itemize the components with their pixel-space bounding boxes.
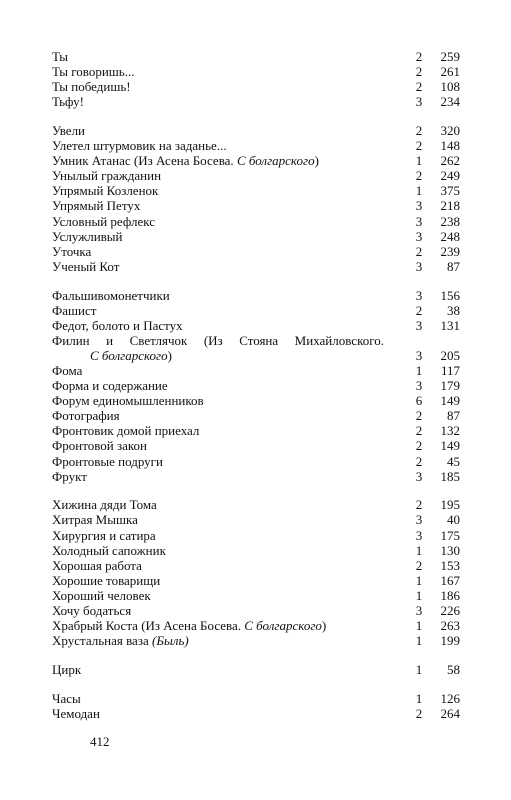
entry-title-text: Ты победишь! (52, 79, 131, 95)
entry-page: 248 (440, 228, 460, 244)
entry-page: 262 (440, 153, 460, 169)
entry-title-text: Фронтовые подруги (52, 453, 163, 469)
entry-page: 195 (440, 497, 460, 513)
entry-title-text: Фронтовик домой приехал (52, 423, 200, 439)
entry-title-text: Уточка (52, 243, 92, 259)
entry-title (52, 497, 157, 512)
entry-volume: 3 (415, 468, 423, 484)
entry-page: 259 (440, 49, 460, 64)
entry-page: 186 (440, 587, 460, 603)
index-entry (52, 691, 462, 706)
entry-volume: 2 (415, 497, 423, 513)
index-entry (52, 454, 462, 469)
entry-title (52, 706, 100, 721)
entry-title (52, 378, 168, 393)
entry-title (52, 633, 189, 648)
entry-volume: 2 (415, 705, 423, 721)
index-entry (52, 573, 462, 588)
entry-title-text: Тьфу! (52, 94, 84, 110)
index-entry (52, 333, 462, 348)
entry-page: 108 (440, 79, 460, 95)
index-entry (52, 94, 462, 109)
entry-volume: 3 (415, 527, 423, 543)
entry-title-text: Цирк (52, 661, 82, 677)
entry-title (52, 153, 319, 168)
index-entry (52, 153, 462, 168)
entry-page: 239 (440, 243, 460, 259)
entry-volume: 3 (415, 228, 423, 244)
entry-title-text: Холодный сапожник (52, 542, 166, 558)
index-entry (52, 528, 462, 543)
entry-title-text: Форум единомышленников (52, 393, 204, 409)
entry-volume: 2 (415, 49, 423, 64)
entry-title (52, 198, 140, 213)
entry-title-text: Хрустальная ваза (52, 633, 149, 649)
entry-page: 153 (440, 557, 460, 573)
entry-page: 149 (440, 438, 460, 454)
entry-title-text: Фрукт (52, 468, 87, 484)
entry-close-paren: ) (321, 618, 327, 634)
entry-close-paren: ) (314, 153, 319, 169)
index-entry (52, 408, 462, 423)
index-entry (52, 662, 462, 677)
entry-title-text: Хирургия и сатира (52, 527, 156, 543)
entry-page: 234 (440, 94, 460, 110)
entry-title-text: Улетел штурмовик на заданье... (52, 138, 227, 154)
entry-title-text: Федот, болото и Пастух (52, 317, 183, 333)
index-entry (52, 438, 462, 453)
entry-volume: 1 (415, 587, 423, 603)
entry-volume: 2 (415, 168, 423, 184)
index-entry (52, 183, 462, 198)
entry-volume: 1 (415, 572, 423, 588)
entry-title-text: Ты (52, 49, 69, 64)
entry-volume: 3 (415, 94, 423, 110)
entry-title (52, 408, 120, 423)
entry-volume: 1 (415, 633, 423, 649)
entry-page: 226 (440, 602, 460, 618)
entry-page: 205 (440, 347, 460, 363)
entry-volume: 3 (415, 317, 423, 333)
entry-page: 126 (440, 690, 460, 706)
entry-title-text: Хорошая работа (52, 557, 142, 573)
entry-note: (Быль) (151, 633, 189, 649)
index-entry (52, 64, 462, 79)
index-entry (52, 363, 462, 378)
entry-volume: 2 (415, 64, 423, 80)
entry-title (52, 94, 84, 109)
entry-title (52, 168, 161, 183)
entry-volume: 1 (415, 618, 423, 634)
entry-title-text: Фальшивомонетчики (52, 287, 170, 303)
entry-page: 199 (440, 633, 460, 649)
index-entry (52, 633, 462, 648)
entry-title (52, 49, 68, 64)
entry-page: 261 (440, 64, 460, 80)
entry-note: С болгарского (244, 618, 322, 634)
entry-title (52, 691, 81, 706)
entry-title-text: Храбрый Коста (Из Асена Босева. (52, 618, 242, 634)
index-entry (52, 497, 462, 512)
page-number: 412 (90, 734, 110, 749)
index-entry (52, 198, 462, 213)
entry-page: 148 (440, 138, 460, 154)
entry-volume: 2 (415, 138, 423, 154)
entry-volume: 1 (415, 661, 423, 677)
entry-volume: 1 (415, 153, 423, 169)
entry-title-text: Услужливый (52, 228, 123, 244)
entry-title-text: Филин и Светлячок (Из Стояна Михайловского. (52, 332, 384, 348)
index-entry (52, 303, 462, 318)
index-list (52, 49, 462, 721)
index-entry (52, 512, 462, 527)
entry-title (52, 454, 163, 469)
index-entry (52, 318, 462, 333)
index-entry (52, 543, 462, 558)
entry-title-text: Хороший человек (52, 587, 151, 603)
entry-volume: 3 (415, 347, 423, 363)
entry-title (52, 229, 122, 244)
entry-title-text: Увели (52, 122, 86, 138)
entry-title-text: Упрямый Петух (52, 198, 141, 214)
entry-page: 58 (447, 661, 460, 677)
entry-title-text: Унылый гражданин (52, 168, 162, 184)
entry-title (90, 348, 172, 363)
entry-volume: 1 (415, 542, 423, 558)
entry-page: 218 (440, 198, 460, 214)
entry-title (52, 79, 131, 94)
entry-title (52, 259, 119, 274)
entry-page: 263 (440, 618, 460, 634)
index-entry (52, 79, 462, 94)
entry-page: 249 (440, 168, 460, 184)
entry-volume: 3 (415, 378, 423, 394)
entry-page: 320 (440, 122, 460, 138)
index-entry (52, 469, 462, 484)
entry-title (52, 423, 199, 438)
index-entry (52, 229, 462, 244)
entry-title (52, 469, 87, 484)
index-entry (52, 123, 462, 138)
entry-title (52, 543, 166, 558)
entry-page: 185 (440, 468, 460, 484)
entry-title-text: Условный рефлекс (52, 213, 155, 229)
entry-title-text: Умник Атанас (Из Асена Босева. (52, 153, 234, 169)
entry-page: 130 (440, 542, 460, 558)
entry-title-text: Хорошие товарищи (52, 572, 161, 588)
entry-volume: 1 (415, 183, 423, 199)
entry-title (52, 603, 131, 618)
entry-page: 131 (440, 317, 460, 333)
entry-close-paren: ) (167, 347, 172, 363)
index-entry (52, 49, 462, 64)
entry-title (52, 558, 142, 573)
entry-volume: 2 (415, 438, 423, 454)
entry-title (52, 333, 384, 348)
entry-title (52, 588, 151, 603)
entry-page: 38 (447, 302, 460, 318)
entry-page: 149 (440, 393, 460, 409)
entry-title (52, 393, 204, 408)
entry-title (52, 138, 227, 153)
index-entry (52, 259, 462, 274)
entry-note: С болгарского (90, 347, 168, 363)
entry-volume: 3 (415, 213, 423, 229)
index-entry (52, 603, 462, 618)
index-entry (52, 288, 462, 303)
entry-volume: 6 (415, 393, 423, 409)
entry-volume: 3 (415, 287, 423, 303)
index-entry (52, 214, 462, 229)
entry-title (52, 303, 96, 318)
entry-page: 87 (447, 258, 460, 274)
entry-title-text: Хочу бодаться (52, 602, 132, 618)
entry-title (52, 318, 183, 333)
index-entry (52, 393, 462, 408)
entry-title (52, 512, 138, 527)
entry-title-text: Фронтовой закон (52, 438, 148, 454)
entry-page: 264 (440, 705, 460, 721)
entry-note: С болгарского (236, 153, 315, 169)
entry-page: 238 (440, 213, 460, 229)
entry-page: 132 (440, 423, 460, 439)
entry-page: 156 (440, 287, 460, 303)
index-entry (52, 588, 462, 603)
entry-title-text: Фотография (52, 408, 120, 424)
entry-title-text: Ты говоришь... (52, 64, 135, 80)
entry-volume: 2 (415, 557, 423, 573)
entry-page: 375 (440, 183, 460, 199)
entry-title-text: Форма и содержание (52, 378, 168, 394)
entry-title (52, 438, 147, 453)
entry-title (52, 288, 170, 303)
entry-volume: 2 (415, 423, 423, 439)
entry-page: 45 (447, 453, 460, 469)
entry-title (52, 64, 134, 79)
index-entry (52, 168, 462, 183)
index-entry (52, 423, 462, 438)
entry-volume: 3 (415, 198, 423, 214)
entry-page: 175 (440, 527, 460, 543)
entry-page: 117 (440, 362, 460, 378)
entry-page: 40 (447, 512, 460, 528)
entry-volume: 2 (415, 453, 423, 469)
index-entry (52, 348, 462, 363)
index-entry (52, 706, 462, 721)
entry-volume: 2 (415, 408, 423, 424)
entry-title (52, 244, 91, 259)
entry-title-text: Часы (52, 690, 81, 706)
entry-volume: 3 (415, 258, 423, 274)
entry-title (52, 363, 82, 378)
index-entry (52, 138, 462, 153)
entry-title-text: Фашист (52, 302, 97, 318)
entry-title (52, 183, 158, 198)
entry-title (52, 214, 155, 229)
entry-title-text: Хитрая Мышка (52, 512, 138, 528)
entry-title-text: Ученый Кот (52, 258, 120, 274)
entry-volume: 2 (415, 243, 423, 259)
index-entry (52, 618, 462, 633)
entry-volume: 1 (415, 362, 423, 378)
index-entry (52, 244, 462, 259)
entry-volume: 3 (415, 512, 423, 528)
entry-volume: 1 (415, 690, 423, 706)
entry-title (52, 573, 160, 588)
entry-volume: 2 (415, 122, 423, 138)
entry-title-text: Упрямый Козленок (52, 183, 159, 199)
entry-page: 179 (440, 378, 460, 394)
index-entry (52, 378, 462, 393)
entry-title-text: Хижина дяди Тома (52, 497, 157, 513)
entry-volume: 2 (415, 302, 423, 318)
entry-page: 167 (440, 572, 460, 588)
entry-volume: 3 (415, 602, 423, 618)
entry-title (52, 618, 326, 633)
entry-title (52, 662, 81, 677)
entry-title-text: Чемодан (52, 705, 100, 721)
entry-title-text: Фома (52, 362, 83, 378)
entry-volume: 2 (415, 79, 423, 95)
entry-page: 87 (447, 408, 460, 424)
entry-title (52, 123, 85, 138)
index-entry (52, 558, 462, 573)
entry-title (52, 528, 156, 543)
